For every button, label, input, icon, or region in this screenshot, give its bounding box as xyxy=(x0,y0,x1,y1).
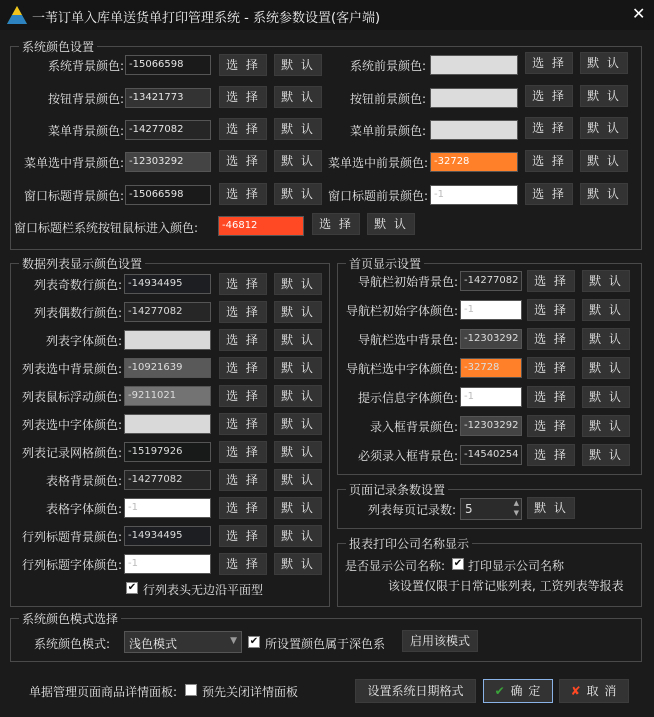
flat-header-checkbox[interactable]: ✔ xyxy=(127,582,137,593)
color-mode-label: 系统颜色模式: xyxy=(34,637,111,651)
list-color-swatch: -14934495 xyxy=(124,526,211,546)
home-select-button[interactable]: 选 择 xyxy=(527,357,575,379)
button-fg-default-button[interactable]: 默 认 xyxy=(580,85,628,107)
button-fg-label: 按钮前景颜色: xyxy=(349,92,426,106)
list-label: 列表鼠标浮动颜色: xyxy=(21,390,122,404)
button-bg-swatch: -13421773 xyxy=(125,88,211,108)
list-default-button[interactable]: 默 认 xyxy=(274,385,322,407)
home-label: 录入框背景颜色: xyxy=(369,420,458,434)
home-default-button[interactable]: 默 认 xyxy=(582,328,630,350)
home-default-button[interactable]: 默 认 xyxy=(582,386,630,408)
group-title: 系统颜色模式选择 xyxy=(19,610,121,627)
stepper-up-icon[interactable]: ▲ xyxy=(513,499,519,507)
menu-bg-label: 菜单背景颜色: xyxy=(47,124,124,138)
button-bg-select-button[interactable]: 选 择 xyxy=(219,86,267,108)
home-select-button[interactable]: 选 择 xyxy=(527,299,575,321)
close-icon[interactable]: ✕ xyxy=(632,4,646,23)
title-button-hover-default-button[interactable]: 默 认 xyxy=(367,213,415,235)
system-bg-select-button[interactable]: 选 择 xyxy=(219,54,267,76)
stepper-down-icon[interactable]: ▼ xyxy=(513,509,519,517)
home-label: 导航栏选中字体颜色: xyxy=(345,362,458,376)
list-label: 表格字体颜色: xyxy=(45,502,122,516)
cancel-button[interactable] xyxy=(559,679,629,703)
list-color-swatch: -10921639 xyxy=(124,358,211,378)
company-name-group xyxy=(337,537,642,607)
list-label: 列表字体颜色: xyxy=(45,334,122,348)
cancel-icon: ✘ xyxy=(570,684,582,698)
window-title-fg-swatch: -1 xyxy=(430,185,518,205)
list-label: 行列标题背景颜色: xyxy=(21,530,122,544)
flat-header-label: 行列表头无边沿平面型 xyxy=(143,583,264,597)
window-title-bg-swatch: -15066598 xyxy=(125,185,211,205)
page-size-default-button[interactable]: 默 认 xyxy=(527,497,575,519)
list-default-button[interactable]: 默 认 xyxy=(274,329,322,351)
home-color-swatch: -12303292 xyxy=(460,329,522,349)
menu-selected-bg-default-button[interactable]: 默 认 xyxy=(274,150,322,172)
window-title-fg-default-button[interactable]: 默 认 xyxy=(580,183,628,205)
system-fg-default-button[interactable]: 默 认 xyxy=(580,52,628,74)
list-label: 列表选中背景颜色: xyxy=(21,362,122,376)
list-color-swatch: -1 xyxy=(124,554,211,574)
menu-selected-bg-swatch: -12303292 xyxy=(125,152,211,172)
menu-selected-fg-default-button[interactable]: 默 认 xyxy=(580,150,628,172)
home-color-swatch: -1 xyxy=(460,387,522,407)
list-color-swatch: -14934495 xyxy=(124,274,211,294)
ok-label: 确 定 xyxy=(510,684,542,698)
window-title: 一苇订单入库单送货单打印管理系统 - 系统参数设置(客户端) xyxy=(32,11,381,26)
window-title-fg-label: 窗口标题前景颜色: xyxy=(327,189,428,203)
app-logo-icon xyxy=(6,5,28,25)
ok-button[interactable] xyxy=(483,679,553,703)
title-bar xyxy=(0,0,654,30)
page-size-value: 5 xyxy=(465,502,473,516)
button-bg-label: 按钮背景颜色: xyxy=(47,92,124,106)
system-fg-select-button[interactable]: 选 择 xyxy=(525,52,573,74)
button-fg-select-button[interactable]: 选 择 xyxy=(525,85,573,107)
list-select-button[interactable]: 选 择 xyxy=(219,329,267,351)
cancel-label: 取 消 xyxy=(586,684,618,698)
date-format-button[interactable]: 设置系统日期格式 xyxy=(355,679,476,703)
menu-fg-label: 菜单前景颜色: xyxy=(349,124,426,138)
home-default-button[interactable]: 默 认 xyxy=(582,444,630,466)
list-color-swatch: -1 xyxy=(124,498,211,518)
detail-panel-label: 单据管理页面商品详情面板: xyxy=(29,685,178,699)
list-color-swatch xyxy=(124,330,211,350)
list-label: 行列标题字体颜色: xyxy=(21,558,122,572)
list-default-button[interactable]: 默 认 xyxy=(274,553,322,575)
page-size-stepper[interactable] xyxy=(460,498,522,520)
list-color-swatch: -9211021 xyxy=(124,386,211,406)
home-label: 导航栏选中背景色: xyxy=(357,333,458,347)
group-title: 页面记录条数设置 xyxy=(346,481,448,498)
home-color-swatch: -14540254 xyxy=(460,445,522,465)
list-select-button[interactable]: 选 择 xyxy=(219,301,267,323)
group-title: 报表打印公司名称显示 xyxy=(346,535,472,552)
window-title-bg-select-button[interactable]: 选 择 xyxy=(219,183,267,205)
list-label: 列表选中字体颜色: xyxy=(21,418,122,432)
menu-fg-select-button[interactable]: 选 择 xyxy=(525,117,573,139)
menu-bg-swatch: -14277082 xyxy=(125,120,211,140)
group-title: 系统颜色设置 xyxy=(19,38,97,55)
button-fg-swatch xyxy=(430,88,518,108)
button-bg-default-button[interactable]: 默 认 xyxy=(274,86,322,108)
company-name-checkbox[interactable]: ✔ xyxy=(453,558,463,569)
check-icon: ✔ xyxy=(494,684,506,698)
apply-mode-button[interactable]: 启用该模式 xyxy=(402,630,478,652)
list-label: 列表偶数行颜色: xyxy=(33,306,122,320)
window-title-bg-label: 窗口标题背景颜色: xyxy=(23,189,124,203)
detail-panel-checkbox[interactable] xyxy=(185,684,197,696)
system-bg-default-button[interactable]: 默 认 xyxy=(274,54,322,76)
list-select-button[interactable]: 选 择 xyxy=(219,525,267,547)
list-color-swatch: -15197926 xyxy=(124,442,211,462)
title-button-hover-label: 窗口标题栏系统按钮鼠标进入颜色: xyxy=(14,221,199,235)
list-color-swatch: -14277082 xyxy=(124,302,211,322)
list-color-swatch xyxy=(124,414,211,434)
home-label: 导航栏初始背景色: xyxy=(357,275,458,289)
list-default-button[interactable]: 默 认 xyxy=(274,273,322,295)
chevron-down-icon: ▼ xyxy=(230,636,237,646)
list-label: 表格背景颜色: xyxy=(45,474,122,488)
home-color-swatch: -12303292 xyxy=(460,416,522,436)
system-bg-label: 系统背景颜色: xyxy=(47,59,124,73)
company-name-label: 是否显示公司名称: xyxy=(345,559,446,573)
menu-selected-fg-select-button[interactable]: 选 择 xyxy=(525,150,573,172)
title-button-hover-select-button[interactable]: 选 择 xyxy=(312,213,360,235)
list-default-button[interactable]: 默 认 xyxy=(274,413,322,435)
list-label: 列表奇数行颜色: xyxy=(33,278,122,292)
list-select-button[interactable]: 选 择 xyxy=(219,497,267,519)
home-select-button[interactable]: 选 择 xyxy=(527,386,575,408)
company-name-note: 该设置仅限于日常记账列表, 工资列表等报表 xyxy=(388,579,624,593)
title-button-hover-swatch: -46812 xyxy=(218,216,304,236)
home-label: 必须录入框背景色: xyxy=(357,449,458,463)
home-select-button[interactable]: 选 择 xyxy=(527,415,575,437)
list-select-button[interactable]: 选 择 xyxy=(219,441,267,463)
menu-bg-select-button[interactable]: 选 择 xyxy=(219,118,267,140)
home-label: 提示信息字体颜色: xyxy=(357,391,458,405)
menu-fg-default-button[interactable]: 默 认 xyxy=(580,117,628,139)
dark-color-label: 所设置颜色属于深色系 xyxy=(265,637,386,651)
home-default-button[interactable]: 默 认 xyxy=(582,270,630,292)
menu-fg-swatch xyxy=(430,120,518,140)
group-title: 首页显示设置 xyxy=(346,255,424,272)
list-default-button[interactable]: 默 认 xyxy=(274,469,322,491)
list-select-button[interactable]: 选 择 xyxy=(219,273,267,295)
home-default-button[interactable]: 默 认 xyxy=(582,415,630,437)
list-color-swatch: -14277082 xyxy=(124,470,211,490)
home-color-swatch: -1 xyxy=(460,300,522,320)
list-default-button[interactable]: 默 认 xyxy=(274,357,322,379)
system-fg-label: 系统前景颜色: xyxy=(349,59,426,73)
home-color-swatch: -32728 xyxy=(460,358,522,378)
menu-bg-default-button[interactable]: 默 认 xyxy=(274,118,322,140)
detail-panel-check-label: 预先关闭详情面板 xyxy=(202,685,299,699)
list-label: 列表记录网格颜色: xyxy=(21,446,122,460)
home-color-swatch: -14277082 xyxy=(460,271,522,291)
system-fg-swatch xyxy=(430,55,518,75)
list-default-button[interactable]: 默 认 xyxy=(274,497,322,519)
list-default-button[interactable]: 默 认 xyxy=(274,441,322,463)
menu-selected-bg-label: 菜单选中背景颜色: xyxy=(23,156,124,170)
home-select-button[interactable]: 选 择 xyxy=(527,328,575,350)
home-label: 导航栏初始字体颜色: xyxy=(345,304,458,318)
group-title: 数据列表显示颜色设置 xyxy=(19,255,145,272)
home-default-button[interactable]: 默 认 xyxy=(582,357,630,379)
dark-color-checkbox[interactable]: ✔ xyxy=(249,636,259,647)
window-title-bg-default-button[interactable]: 默 认 xyxy=(274,183,322,205)
list-select-button[interactable]: 选 择 xyxy=(219,553,267,575)
list-default-button[interactable]: 默 认 xyxy=(274,301,322,323)
list-default-button[interactable]: 默 认 xyxy=(274,525,322,547)
window-title-fg-select-button[interactable]: 选 择 xyxy=(525,183,573,205)
page-size-label: 列表每页记录数: xyxy=(367,503,456,517)
list-select-button[interactable]: 选 择 xyxy=(219,357,267,379)
color-mode-value: 浅色模式 xyxy=(129,637,178,651)
menu-selected-fg-label: 菜单选中前景颜色: xyxy=(327,156,428,170)
list-select-button[interactable]: 选 择 xyxy=(219,413,267,435)
home-select-button[interactable]: 选 择 xyxy=(527,444,575,466)
list-select-button[interactable]: 选 择 xyxy=(219,385,267,407)
home-select-button[interactable]: 选 择 xyxy=(527,270,575,292)
menu-selected-bg-select-button[interactable]: 选 择 xyxy=(219,150,267,172)
color-mode-select[interactable] xyxy=(124,631,242,653)
system-bg-swatch: -15066598 xyxy=(125,55,211,75)
menu-selected-fg-swatch: -32728 xyxy=(430,152,518,172)
home-default-button[interactable]: 默 认 xyxy=(582,299,630,321)
list-select-button[interactable]: 选 择 xyxy=(219,469,267,491)
company-name-check-label: 打印显示公司名称 xyxy=(468,559,565,573)
